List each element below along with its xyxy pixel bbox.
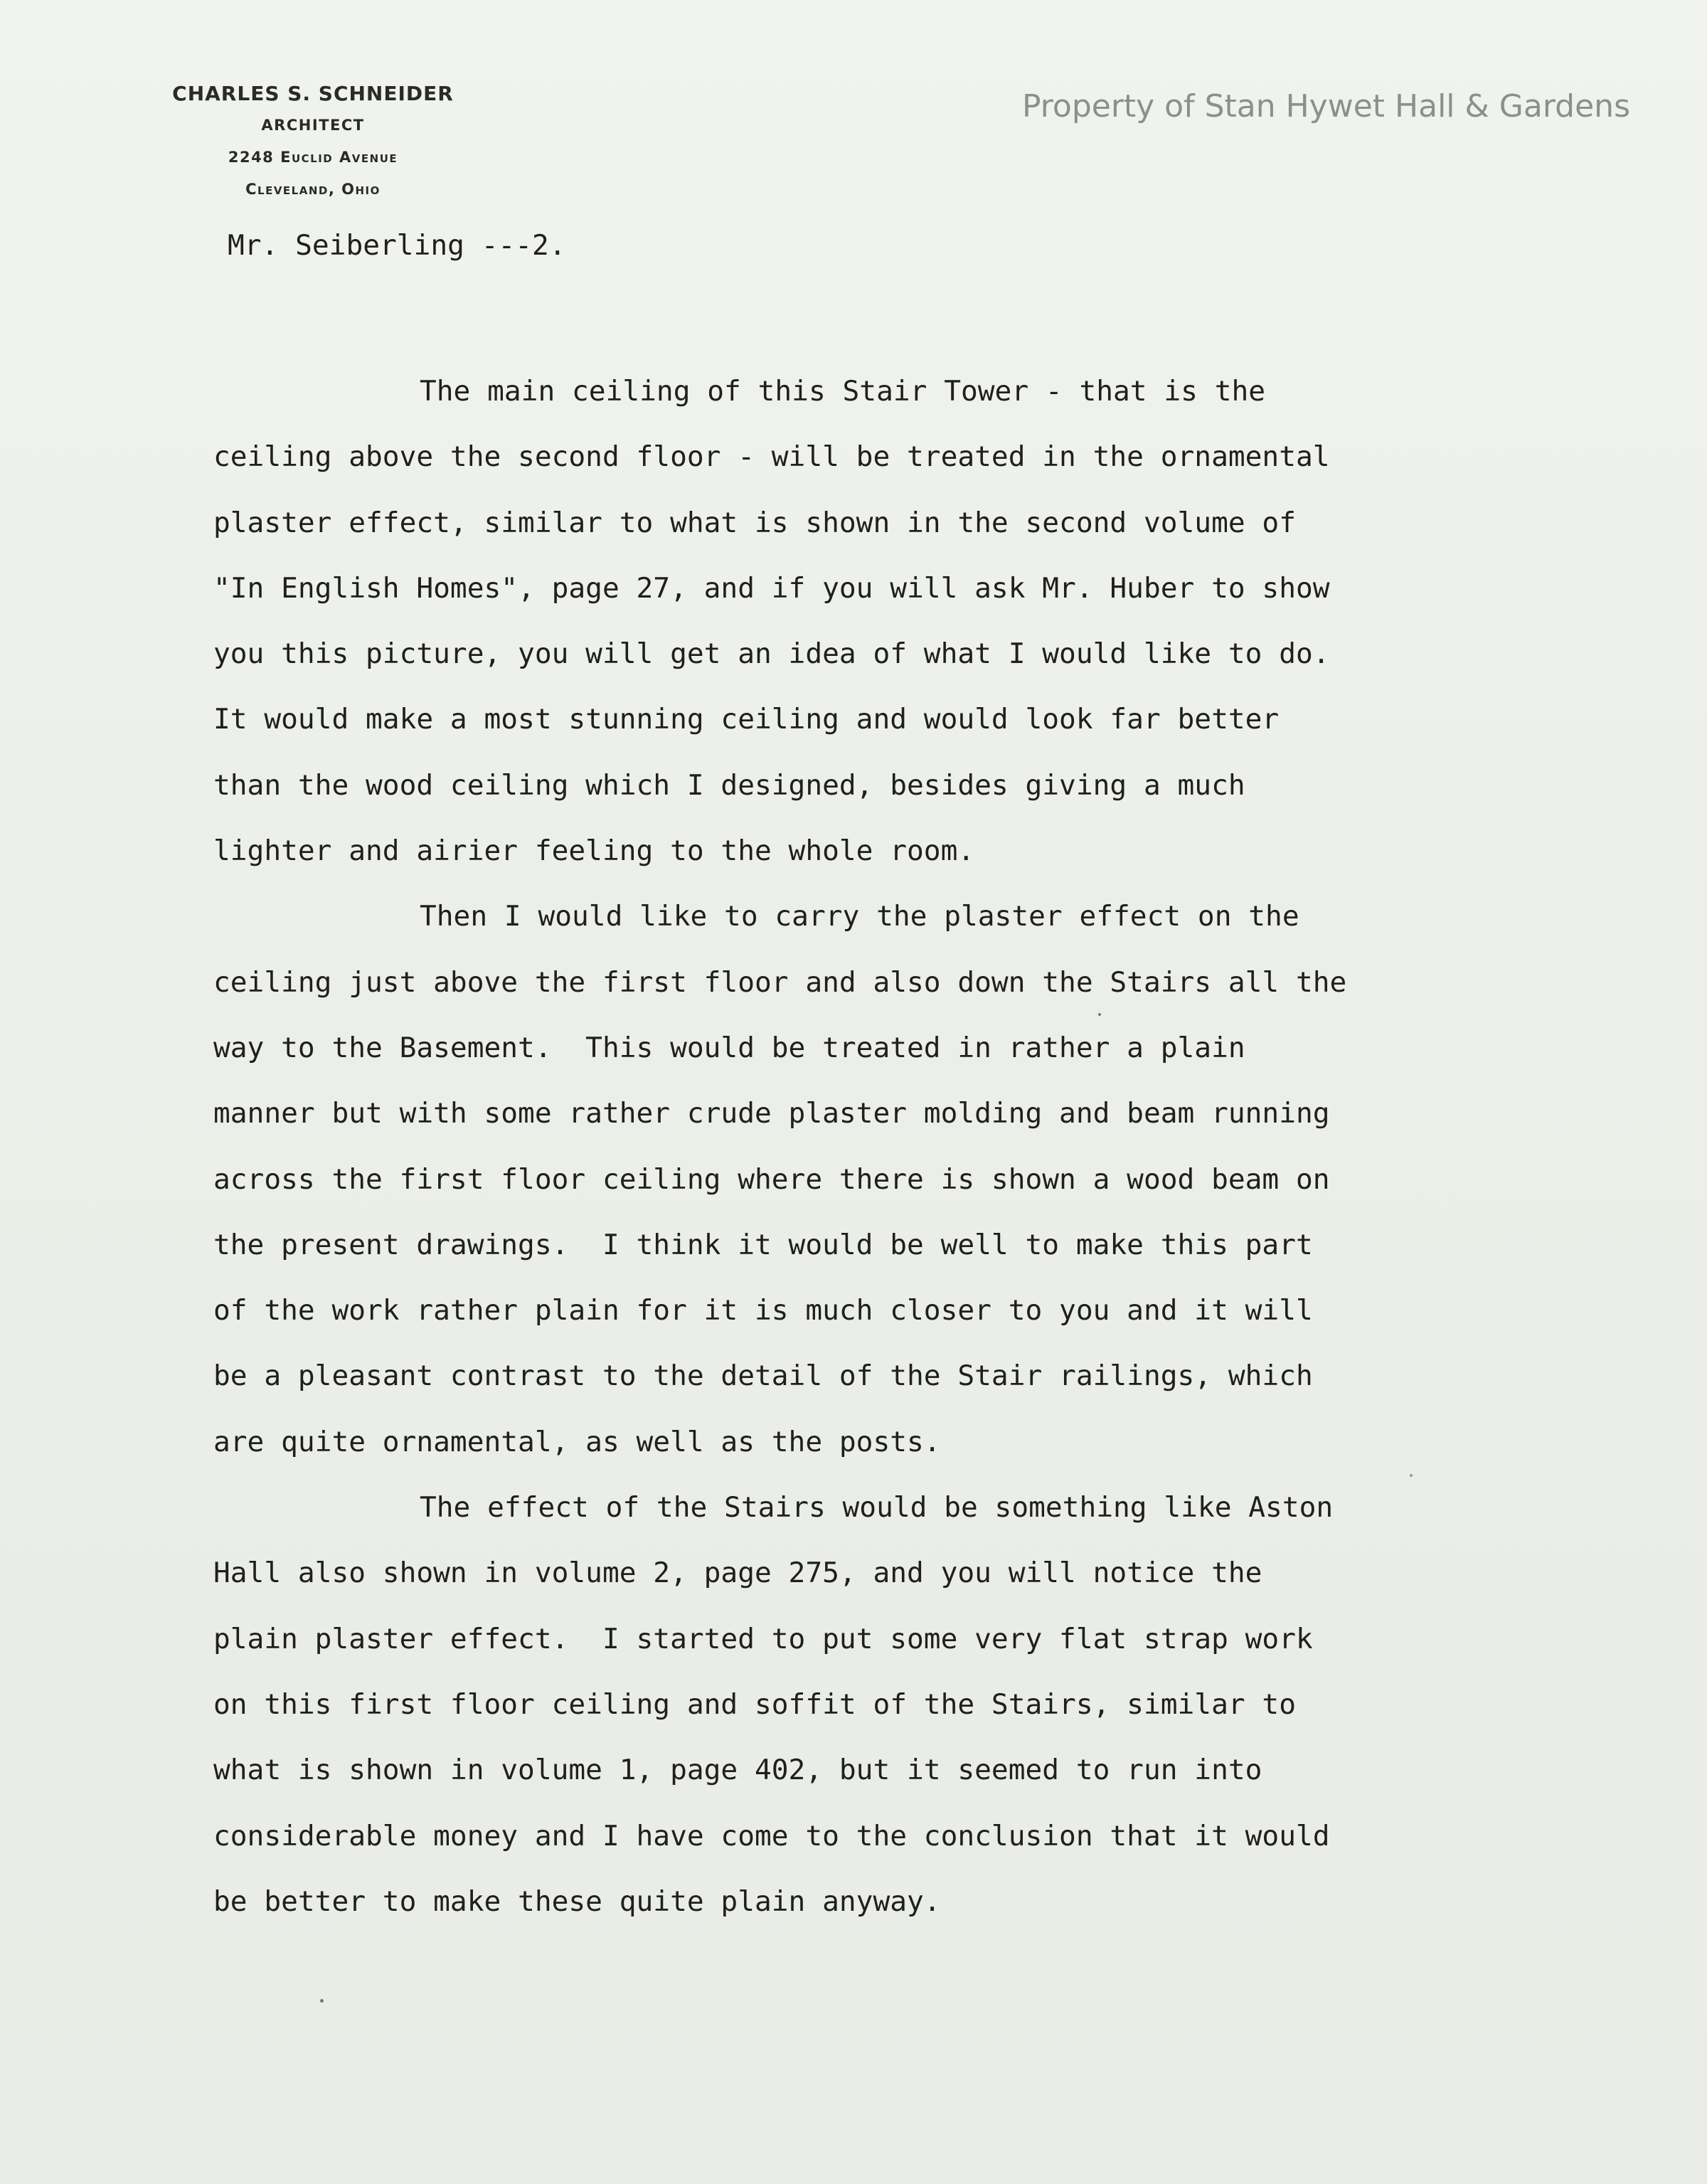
body-line: lighter and airier feeling to the whole room. [213, 834, 975, 868]
ink-speck [1410, 1474, 1413, 1477]
body-line: It would make a most stunning ceiling and would look far better [213, 703, 1280, 736]
body-line: way to the Basement. This would be treated in rather a plain [213, 1031, 1245, 1064]
letterhead-name: CHARLES S. SCHNEIDER [172, 82, 454, 105]
body-line: ceiling above the second floor - will be treated in the ornamental [213, 440, 1330, 474]
body-line: ceiling just above the first floor and also down the Stairs all the [213, 965, 1347, 999]
letterhead-title: ARCHITECT [261, 117, 365, 134]
letterhead [128, 84, 498, 214]
body-line: on this first floor ceiling and soffit of the Stairs, similar to [213, 1687, 1296, 1721]
body-line: what is shown in volume 1, page 402, but it seemed to run into [213, 1754, 1262, 1787]
body-line: you this picture, you will get an idea of what I would like to do. [213, 637, 1330, 671]
body-line: across the first floor ceiling where there is shown a wood beam on [213, 1162, 1330, 1196]
body-line: "In English Homes", page 27, and if you will ask Mr. Huber to show [213, 571, 1330, 605]
page-header: Mr. Seiberling ---2. [228, 229, 566, 262]
letterhead-address: 2248 Euclid Avenue [228, 149, 398, 166]
ownership-watermark: Property of Stan Hywet Hall & Gardens [1022, 88, 1630, 124]
body-line: The main ceiling of this Stair Tower - that is the [420, 375, 1266, 408]
body-line: manner but with some rather crude plaster molding and beam running [213, 1097, 1330, 1130]
body-line: considerable money and I have come to the conclusion that it would [213, 1819, 1330, 1852]
body-line: be a pleasant contrast to the detail of the Stair railings, which [213, 1359, 1313, 1393]
letterhead-city: Cleveland, Ohio [245, 181, 381, 198]
ink-speck [1098, 1013, 1101, 1016]
body-line: be better to make these quite plain anyway. [213, 1885, 941, 1918]
body-line: Then I would like to carry the plaster effect on the [420, 900, 1299, 933]
body-line: plain plaster effect. I started to put some very flat strap work [213, 1622, 1313, 1655]
ink-speck [320, 1999, 324, 2003]
letter-body [213, 359, 1579, 1934]
body-line: Hall also shown in volume 2, page 275, and you will notice the [213, 1557, 1262, 1590]
body-line: than the wood ceiling which I designed, besides giving a much [213, 768, 1245, 802]
body-line: The effect of the Stairs would be something like Aston [420, 1491, 1334, 1525]
body-line: are quite ornamental, as well as the posts. [213, 1425, 941, 1458]
body-line: of the work rather plain for it is much closer to you and it will [213, 1294, 1313, 1327]
body-line: the present drawings. I think it would be well to make this part [213, 1228, 1313, 1261]
body-line: plaster effect, similar to what is shown in the second volume of [213, 506, 1296, 539]
